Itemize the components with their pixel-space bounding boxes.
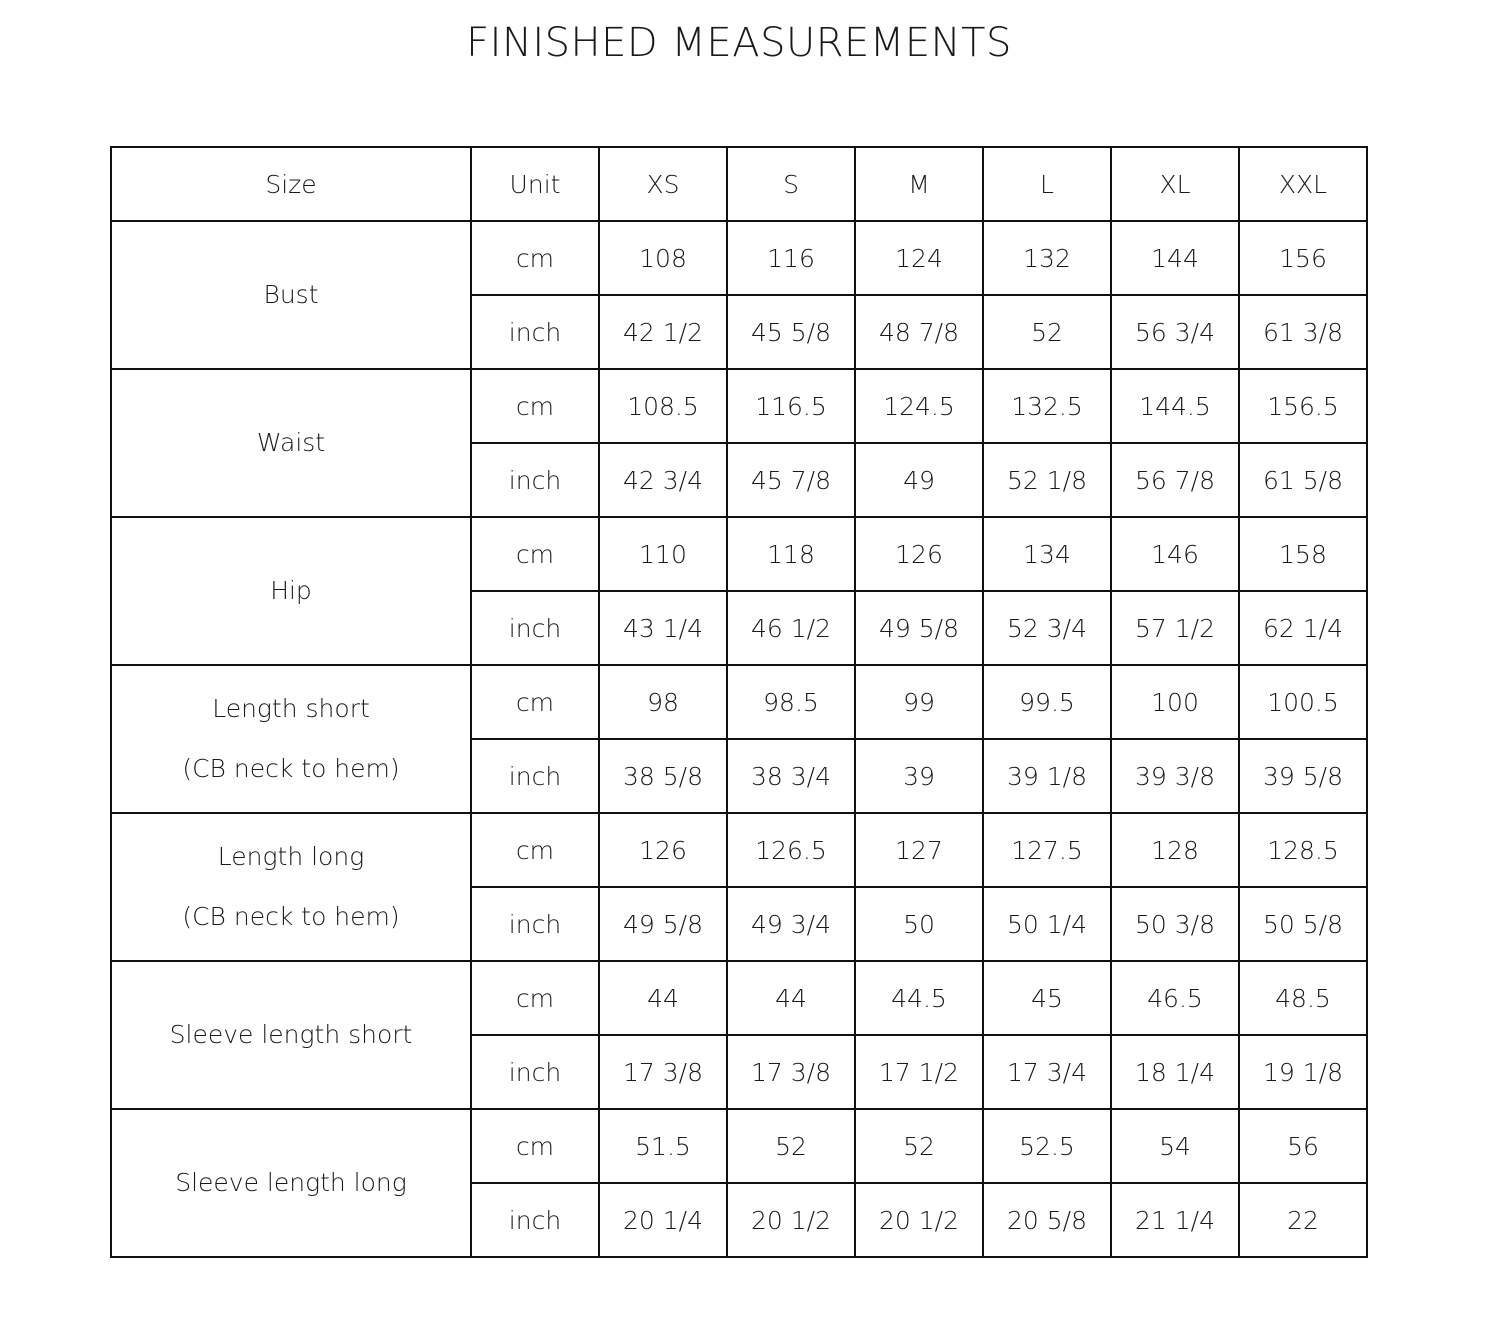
value-cell: 51.5	[599, 1109, 727, 1183]
value-cell: 61 3/8	[1239, 295, 1367, 369]
value-cell: 144	[1111, 221, 1239, 295]
value-cell: 48.5	[1239, 961, 1367, 1035]
value-cell: 124	[855, 221, 983, 295]
value-cell: 20 1/2	[855, 1183, 983, 1257]
unit-cell: inch	[471, 591, 599, 665]
unit-cell: inch	[471, 739, 599, 813]
value-cell: 127.5	[983, 813, 1111, 887]
value-cell: 50 5/8	[1239, 887, 1367, 961]
value-cell: 118	[727, 517, 855, 591]
value-cell: 116	[727, 221, 855, 295]
header-size-cell: L	[983, 147, 1111, 221]
value-cell: 20 1/2	[727, 1183, 855, 1257]
value-cell: 57 1/2	[1111, 591, 1239, 665]
unit-cell: inch	[471, 1035, 599, 1109]
value-cell: 20 5/8	[983, 1183, 1111, 1257]
measurement-label-cell	[111, 665, 471, 813]
value-cell: 108	[599, 221, 727, 295]
value-cell: 110	[599, 517, 727, 591]
header-size-cell: S	[727, 147, 855, 221]
value-cell: 38 5/8	[599, 739, 727, 813]
unit-cell: inch	[471, 887, 599, 961]
header-size-cell: XS	[599, 147, 727, 221]
measurements-table	[110, 146, 1368, 1258]
value-cell: 39 3/8	[1111, 739, 1239, 813]
header-size-cell: XXL	[1239, 147, 1367, 221]
value-cell: 52 3/4	[983, 591, 1111, 665]
value-cell: 128.5	[1239, 813, 1367, 887]
measurement-label-cell	[111, 961, 471, 1109]
measurement-label-line: Length long	[217, 842, 365, 871]
value-cell: 144.5	[1111, 369, 1239, 443]
value-cell: 49 5/8	[855, 591, 983, 665]
value-cell: 99.5	[983, 665, 1111, 739]
header-unit-cell: Unit	[471, 147, 599, 221]
value-cell: 98.5	[727, 665, 855, 739]
value-cell: 116.5	[727, 369, 855, 443]
table-row	[111, 221, 1367, 295]
value-cell: 21 1/4	[1111, 1183, 1239, 1257]
value-cell: 20 1/4	[599, 1183, 727, 1257]
value-cell: 45 5/8	[727, 295, 855, 369]
value-cell: 156.5	[1239, 369, 1367, 443]
value-cell: 98	[599, 665, 727, 739]
value-cell: 49 3/4	[727, 887, 855, 961]
table-row	[111, 517, 1367, 591]
value-cell: 132.5	[983, 369, 1111, 443]
value-cell: 39 5/8	[1239, 739, 1367, 813]
measurement-label-line: Sleeve length long	[175, 1168, 407, 1197]
value-cell: 45	[983, 961, 1111, 1035]
unit-cell: cm	[471, 517, 599, 591]
measurement-label-cell	[111, 517, 471, 665]
measurement-label-line: Bust	[263, 280, 319, 309]
measurement-label-line: Length short	[212, 694, 370, 723]
value-cell: 17 1/2	[855, 1035, 983, 1109]
measurement-label-cell	[111, 369, 471, 517]
page-title: FINISHED MEASUREMENTS	[466, 20, 1012, 66]
value-cell: 56 7/8	[1111, 443, 1239, 517]
value-cell: 124.5	[855, 369, 983, 443]
measurement-label-cell	[111, 221, 471, 369]
value-cell: 100	[1111, 665, 1239, 739]
value-cell: 146	[1111, 517, 1239, 591]
value-cell: 49 5/8	[599, 887, 727, 961]
unit-cell: cm	[471, 1109, 599, 1183]
value-cell: 22	[1239, 1183, 1367, 1257]
value-cell: 52 1/8	[983, 443, 1111, 517]
value-cell: 50 1/4	[983, 887, 1111, 961]
value-cell: 42 1/2	[599, 295, 727, 369]
unit-cell: inch	[471, 1183, 599, 1257]
unit-cell: cm	[471, 665, 599, 739]
header-size-cell: XL	[1111, 147, 1239, 221]
value-cell: 17 3/8	[599, 1035, 727, 1109]
value-cell: 44	[727, 961, 855, 1035]
value-cell: 50 3/8	[1111, 887, 1239, 961]
value-cell: 132	[983, 221, 1111, 295]
unit-cell: cm	[471, 813, 599, 887]
table-row	[111, 1109, 1367, 1183]
measurement-label-cell	[111, 813, 471, 961]
table-row	[111, 369, 1367, 443]
table-row	[111, 665, 1367, 739]
value-cell: 61 5/8	[1239, 443, 1367, 517]
value-cell: 44.5	[855, 961, 983, 1035]
value-cell: 38 3/4	[727, 739, 855, 813]
value-cell: 17 3/8	[727, 1035, 855, 1109]
value-cell: 134	[983, 517, 1111, 591]
value-cell: 126	[599, 813, 727, 887]
measurement-label-line: Waist	[256, 428, 326, 457]
value-cell: 39	[855, 739, 983, 813]
value-cell: 52	[727, 1109, 855, 1183]
unit-cell: inch	[471, 443, 599, 517]
value-cell: 52.5	[983, 1109, 1111, 1183]
value-cell: 100.5	[1239, 665, 1367, 739]
header-label-cell: Size	[111, 147, 471, 221]
unit-cell: inch	[471, 295, 599, 369]
unit-cell: cm	[471, 221, 599, 295]
measurement-label-cell	[111, 1109, 471, 1257]
value-cell: 42 3/4	[599, 443, 727, 517]
table-row	[111, 813, 1367, 887]
value-cell: 18 1/4	[1111, 1035, 1239, 1109]
table-row	[111, 961, 1367, 1035]
value-cell: 48 7/8	[855, 295, 983, 369]
value-cell: 19 1/8	[1239, 1035, 1367, 1109]
value-cell: 39 1/8	[983, 739, 1111, 813]
measurement-label-line: (CB neck to hem)	[182, 902, 400, 931]
unit-cell: cm	[471, 961, 599, 1035]
value-cell: 158	[1239, 517, 1367, 591]
value-cell: 127	[855, 813, 983, 887]
header-row	[111, 147, 1367, 221]
value-cell: 52	[855, 1109, 983, 1183]
measurement-label-line: (CB neck to hem)	[182, 754, 400, 783]
value-cell: 49	[855, 443, 983, 517]
value-cell: 46.5	[1111, 961, 1239, 1035]
measurement-label-line: Sleeve length short	[169, 1020, 413, 1049]
value-cell: 128	[1111, 813, 1239, 887]
value-cell: 45 7/8	[727, 443, 855, 517]
value-cell: 50	[855, 887, 983, 961]
value-cell: 43 1/4	[599, 591, 727, 665]
value-cell: 99	[855, 665, 983, 739]
value-cell: 62 1/4	[1239, 591, 1367, 665]
value-cell: 52	[983, 295, 1111, 369]
measurement-label-line: Hip	[270, 576, 312, 605]
header-size-cell: M	[855, 147, 983, 221]
table-body	[111, 147, 1367, 1257]
value-cell: 46 1/2	[727, 591, 855, 665]
value-cell: 17 3/4	[983, 1035, 1111, 1109]
value-cell: 56	[1239, 1109, 1367, 1183]
value-cell: 54	[1111, 1109, 1239, 1183]
value-cell: 56 3/4	[1111, 295, 1239, 369]
value-cell: 126.5	[727, 813, 855, 887]
value-cell: 108.5	[599, 369, 727, 443]
unit-cell: cm	[471, 369, 599, 443]
value-cell: 44	[599, 961, 727, 1035]
value-cell: 126	[855, 517, 983, 591]
value-cell: 156	[1239, 221, 1367, 295]
